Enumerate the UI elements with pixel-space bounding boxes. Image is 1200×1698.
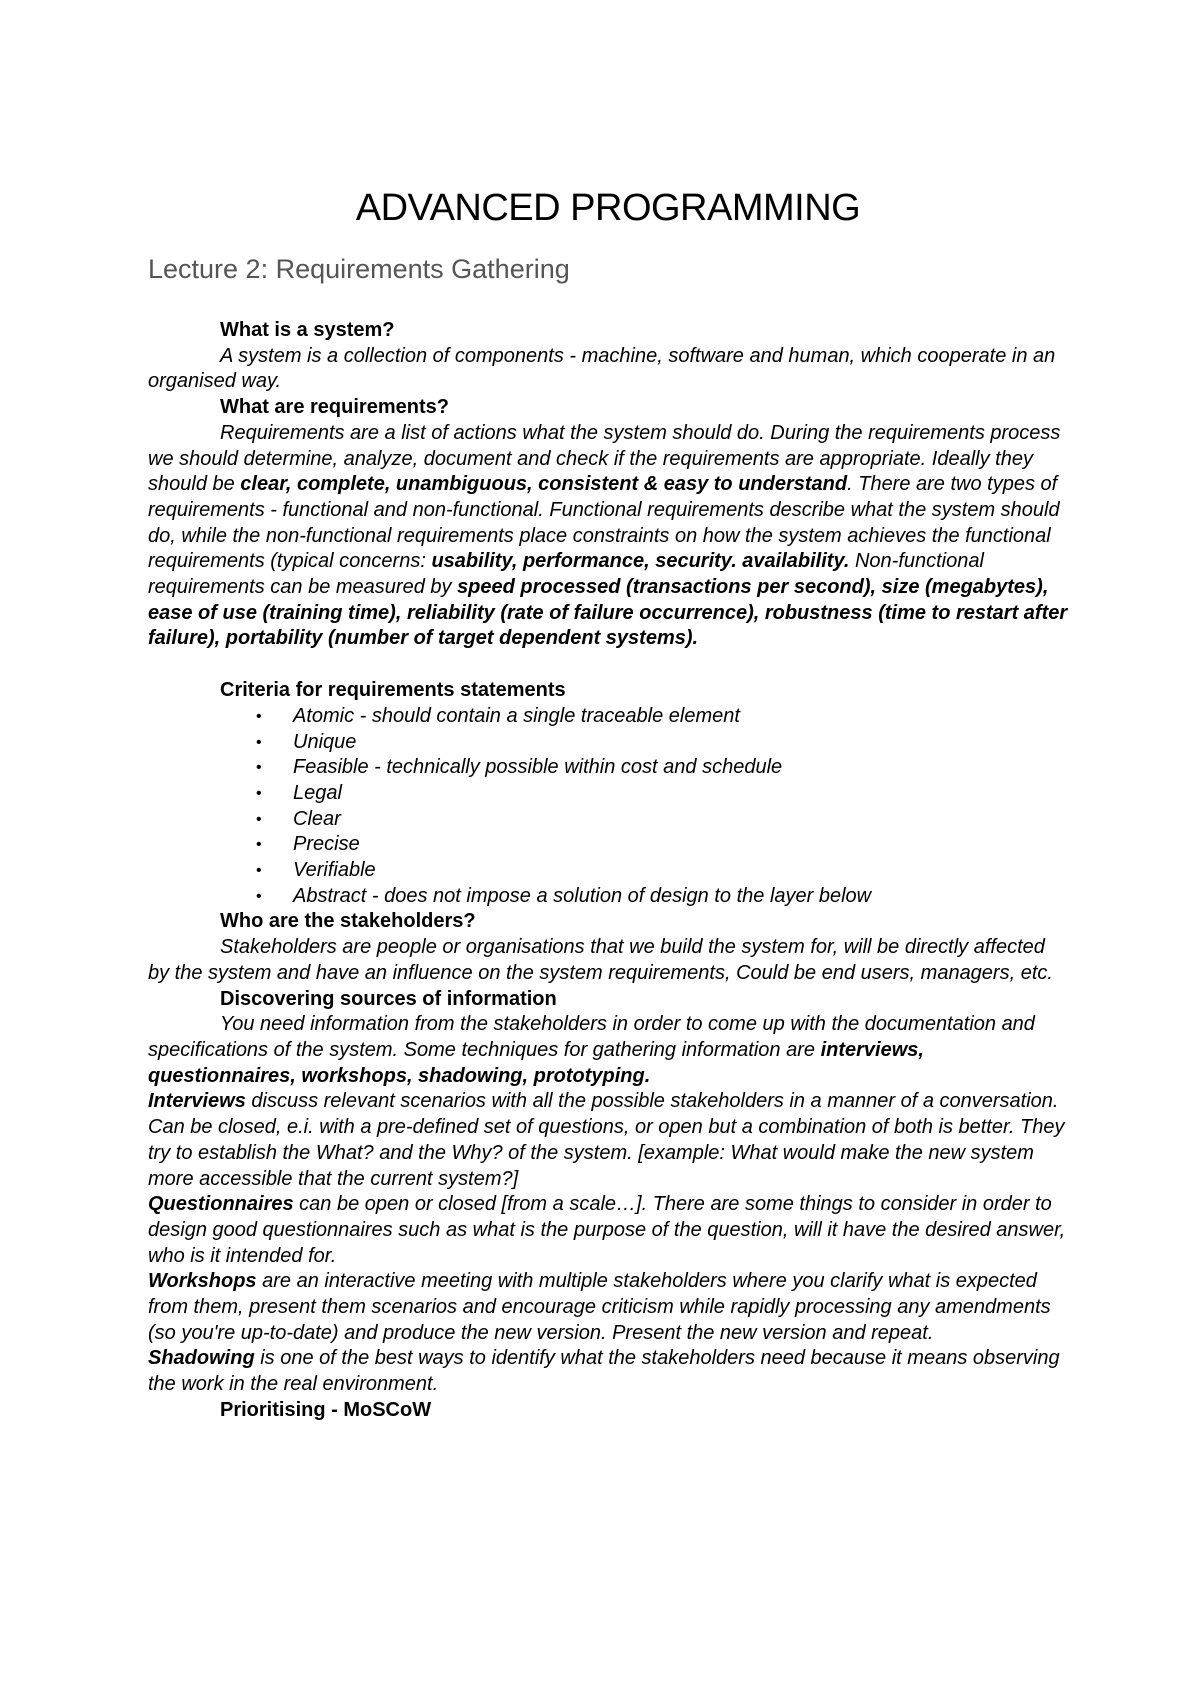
criteria-item-label: Atomic - should contain a single traceable element [293, 704, 740, 727]
lecture-subtitle: Lecture 2: Requirements Gathering [148, 254, 570, 284]
list-item [256, 781, 1068, 807]
questionnaires-text: can be open or closed [from a scale…]. There are some things to consider in order to design good questionnaires such as what is the purpose of the question, will it have the desired answer, who is it intended for. [148, 1193, 1066, 1267]
criteria-item-label: Feasible - technically possible within cost and schedule [293, 756, 783, 779]
bullet-icon: • [256, 836, 262, 854]
bullet-icon: • [256, 784, 262, 802]
bullet-icon: • [256, 862, 262, 880]
list-item [256, 884, 1068, 910]
criteria-item-label: Clear [293, 807, 341, 830]
criteria-item-label: Unique [293, 730, 357, 753]
bullet-icon: • [256, 810, 262, 828]
paragraph-requirements [148, 421, 1068, 652]
criteria-item-label: Abstract - does not impose a solution of design to the layer below [293, 884, 872, 907]
list-item [256, 755, 1068, 781]
list-item [256, 704, 1068, 730]
bullet-icon: • [256, 887, 262, 905]
requirements-bold-qualities: clear, complete, unambiguous, consistent & easy to understand [240, 473, 848, 496]
term-workshops: Workshops [148, 1270, 257, 1293]
requirements-bold-measures: speed processed (transactions per second), size (megabytes), ease of use (training time), reliability (rate of failure occurrence), robustness (time to restart after failure), portability (number of target dependent systems). [148, 576, 1068, 650]
bullet-icon: • [256, 707, 262, 725]
paragraph-questionnaires [148, 1192, 1068, 1269]
interviews-text: discuss relevant scenarios with all the possible stakeholders in a manner of a conversation. Can be closed, e.i. with a pre-defined set of questions, or open but a combination of both is better. They try to establish the What? and the Why? of the system. [example: What would make the new system more accessible that the current system?] [148, 1090, 1065, 1190]
criteria-list [148, 704, 1068, 910]
heading-prioritising: Prioritising - MoSCoW [220, 1398, 432, 1421]
term-shadowing: Shadowing [148, 1347, 255, 1370]
heading-what-is-system: What is a system? [220, 319, 395, 341]
requirements-text-2: . There are two types of requirements - functional and non-functional. Functional requirements describe what the system should do, while the non-functional requirements place constraints on how the system achieves the functional requirements (typical concerns: [148, 473, 1060, 573]
term-interviews: Interviews [148, 1090, 246, 1113]
list-item [256, 730, 1068, 756]
paragraph-shadowing [148, 1346, 1068, 1397]
term-questionnaires: Questionnaires [148, 1193, 294, 1216]
spacer [148, 652, 1068, 678]
paragraph-stakeholders: Stakeholders are people or organisations that we build the system for, will be directly affected by the system and have an influence on the system requirements, Could be end users, managers, etc. [148, 936, 1053, 984]
list-item [256, 858, 1068, 884]
paragraph-system-definition: A system is a collection of components - machine, software and human, which cooperate in an organised way. [148, 344, 1056, 393]
list-item [256, 807, 1068, 833]
heading-criteria: Criteria for requirements statements [220, 679, 566, 702]
sources-bold-techniques: interviews, questionnaires, workshops, shadowing, prototyping. [148, 1038, 924, 1087]
list-item [256, 832, 1068, 858]
paragraph-workshops [148, 1269, 1068, 1346]
criteria-item-label: Precise [293, 833, 360, 856]
document-title: ADVANCED PROGRAMMING [355, 187, 861, 229]
heading-discovering-sources: Discovering sources of information [220, 987, 557, 1010]
heading-what-are-requirements: What are requirements? [220, 396, 449, 419]
paragraph-interviews [148, 1089, 1068, 1192]
shadowing-text: is one of the best ways to identify what the stakeholders need because it means observing the work in the real environment. [148, 1347, 1060, 1396]
paragraph-sources [148, 1012, 1068, 1089]
bullet-icon: • [256, 733, 262, 751]
body-text [148, 318, 1068, 1424]
requirements-text-3: Non-functional requirements can be measured by [148, 550, 984, 599]
requirements-bold-concerns: usability, performance, security. availability. [431, 550, 850, 573]
requirements-text-1: Requirements are a list of actions what the system should do. During the requirements process we should determine, analyze, document and check if the requirements are appropriate. Ideally they should be [148, 421, 1061, 496]
criteria-item-label: Legal [293, 781, 342, 804]
sources-text: You need information from the stakeholders in order to come up with the documentation and specifications of the system. Some techniques for gathering information are [148, 1013, 1035, 1061]
bullet-icon: • [256, 759, 262, 777]
heading-stakeholders: Who are the stakeholders? [220, 910, 476, 933]
workshops-text: are an interactive meeting with multiple stakeholders where you clarify what is expected from them, present them scenarios and encourage criticism while rapidly processing any amendments (so you're up-to-date) and produce the new version. Present the new version and repeat. [148, 1270, 1051, 1344]
criteria-item-label: Verifiable [293, 859, 376, 882]
